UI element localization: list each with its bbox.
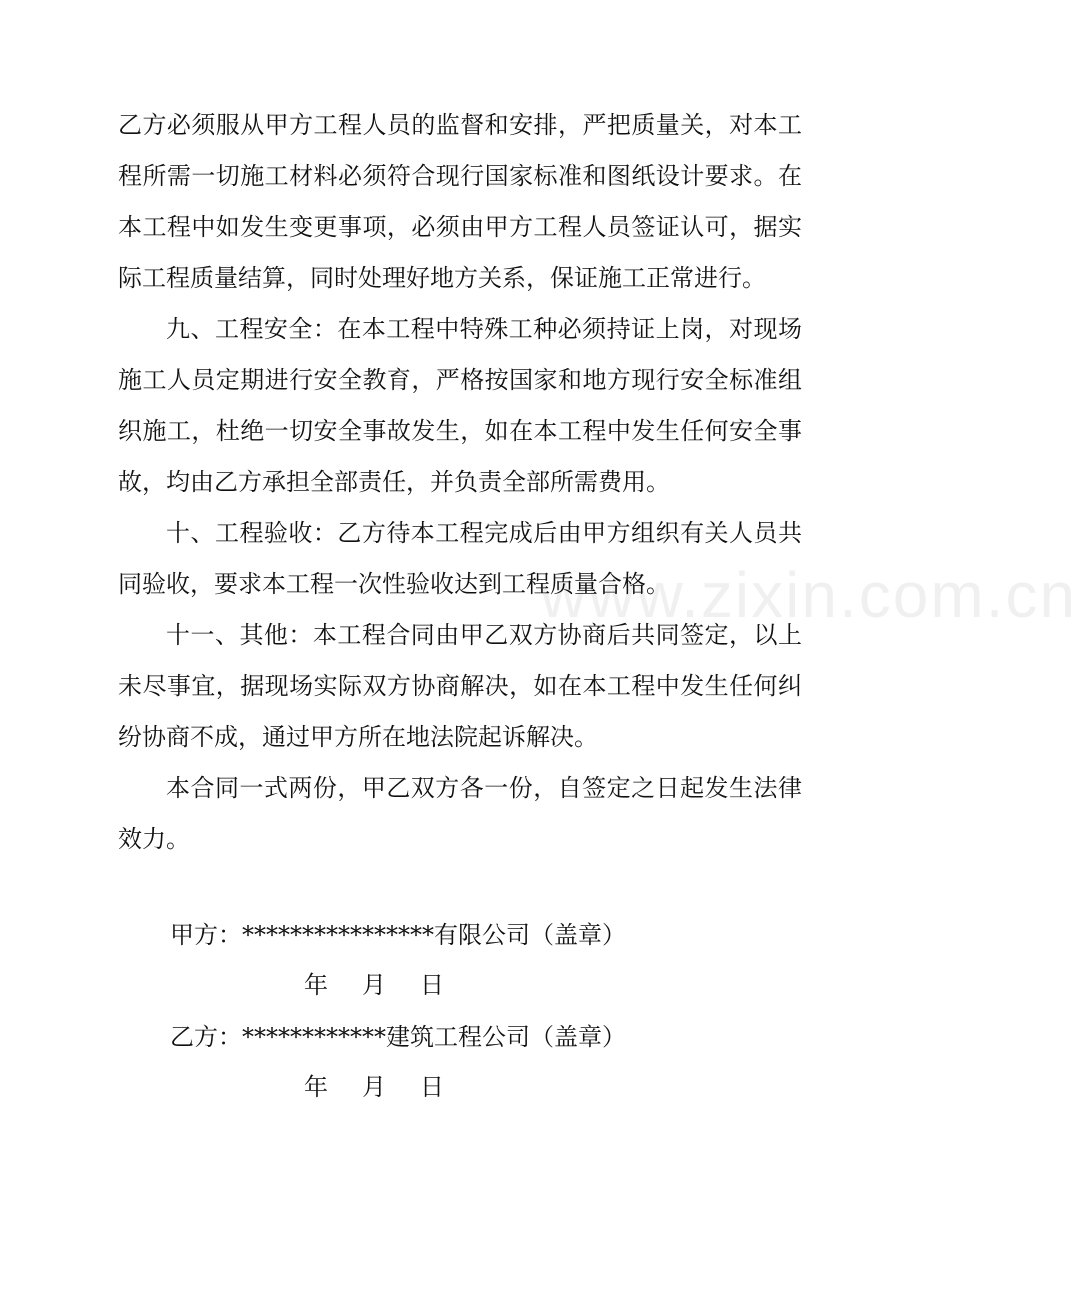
party-a-signature: 甲方：****************有限公司（盖章） <box>170 921 626 949</box>
date-month-label: 月 <box>362 1073 386 1101</box>
paragraph-quality-continuation: 乙方必须服从甲方工程人员的监督和安排，严把质量关，对本工程所需一切施工材料必须符合现行国家标准和图纸设计要求。在本工程中如发生变更事项，必须由甲方工程人员签证认可，据实际工程质量结算，同时处理好地方关系，保证施工正常进行。 <box>118 111 802 292</box>
date-year-label: 年 <box>304 971 328 999</box>
paragraph-other: 十一、其他：本工程合同由甲乙双方协商后共同签定，以上未尽事宜，据现场实际双方协商解决，如在本工程中发生任何纠纷协商不成，通过甲方所在地法院起诉解决。 <box>118 621 802 751</box>
paragraph-copies: 本合同一式两份，甲乙双方各一份，自签定之日起发生法律效力。 <box>118 774 802 853</box>
paragraph-acceptance: 十、工程验收：乙方待本工程完成后由甲方组织有关人员共同验收，要求本工程一次性验收达到工程质量合格。 <box>118 519 802 598</box>
party-b-signature: 乙方：************建筑工程公司（盖章） <box>170 1023 626 1051</box>
paragraph-safety: 九、工程安全：在本工程中特殊工种必须持证上岗，对现场施工人员定期进行安全教育，严格按国家和地方现行安全标准组织施工，杜绝一切安全事故发生，如在本工程中发生任何安全事故，均由乙方承担全部责任，并负责全部所需费用。 <box>118 315 802 496</box>
party-a-date <box>304 970 444 1000</box>
contract-body <box>118 100 802 865</box>
date-year-label: 年 <box>304 1073 328 1101</box>
watermark: www.zixin.com.cn <box>540 559 1077 631</box>
date-day-label: 日 <box>420 971 444 999</box>
date-day-label: 日 <box>420 1073 444 1101</box>
date-month-label: 月 <box>362 971 386 999</box>
party-b-date <box>304 1072 444 1102</box>
